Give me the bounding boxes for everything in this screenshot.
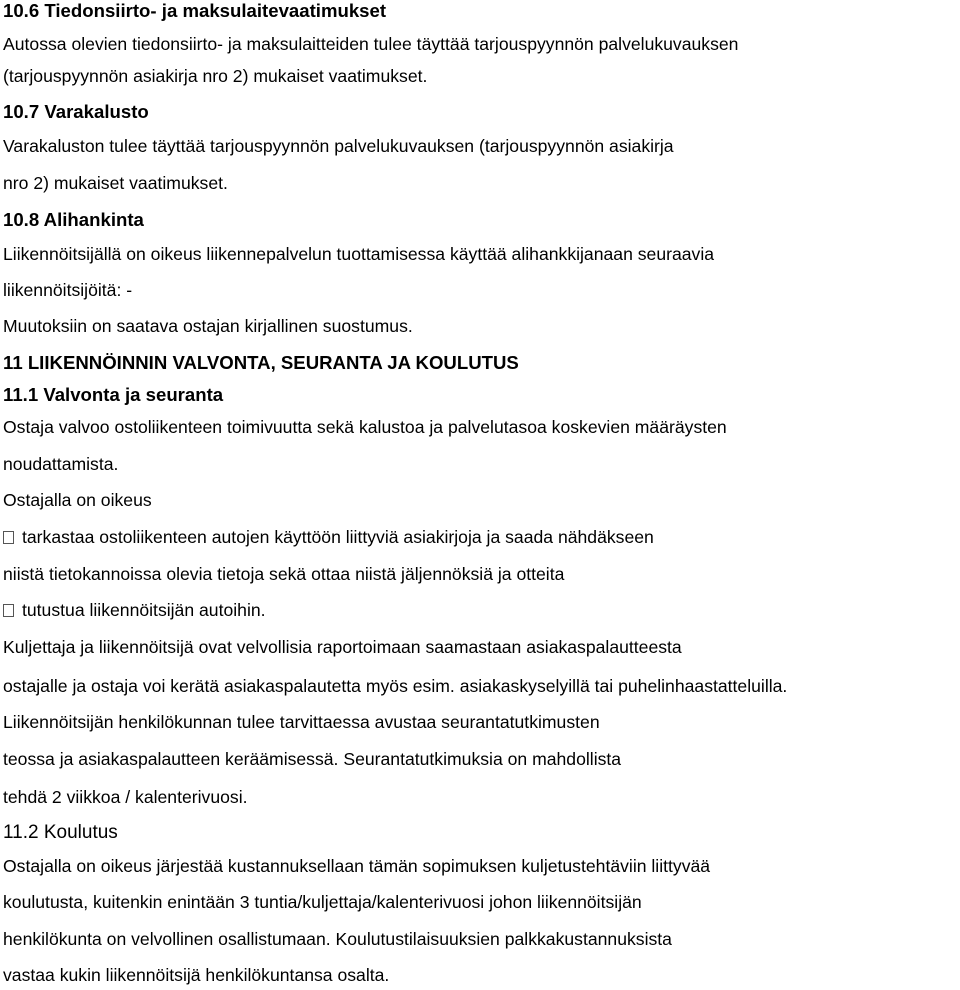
- bullet-text: tutustua liikennöitsijän autoihin.: [22, 600, 266, 620]
- body-line: Liikennöitsijällä on oikeus liikennepalvelun tuottamisessa käyttää alihankkijanaan seuraavia: [3, 244, 715, 264]
- bullet-text: tarkastaa ostoliikenteen autojen käyttöön liittyviä asiakirjoja ja saada nähdäkseen: [22, 527, 654, 547]
- body-line: Ostajalla on oikeus: [3, 490, 152, 510]
- section-10-8-heading: 10.8 Alihankinta: [3, 209, 144, 230]
- bullet-item: [3, 599, 266, 621]
- body-line: Varakaluston tulee täyttää tarjouspyynnön palvelukuvauksen (tarjouspyynnön asiakirja: [3, 136, 674, 156]
- section-11-heading: 11 LIIKENNÖINNIN VALVONTA, SEURANTA JA KOULUTUS: [3, 352, 519, 373]
- body-line: Ostaja valvoo ostoliikenteen toimivuutta sekä kalustoa ja palvelutasoa koskevien määräysten: [3, 417, 727, 437]
- section-11-1-heading: 11.1 Valvonta ja seuranta: [3, 384, 224, 405]
- section-10-7-heading: 10.7 Varakalusto: [3, 101, 149, 122]
- body-line: Liikennöitsijän henkilökunnan tulee tarvittaessa avustaa seurantatutkimusten: [3, 712, 600, 732]
- body-line: Autossa olevien tiedonsiirto- ja maksulaitteiden tulee täyttää tarjouspyynnön palvelukuvauksen: [3, 34, 739, 54]
- body-line: niistä tietokannoissa olevia tietoja sekä ottaa niistä jäljennöksiä ja otteita: [3, 564, 565, 584]
- body-line: ostajalle ja ostaja voi kerätä asiakaspalautetta myös esim. asiakaskyselyillä tai puhelinhaastatteluilla.: [3, 676, 788, 696]
- body-line: vastaa kukin liikennöitsijä henkilökuntansa osalta.: [3, 965, 390, 985]
- body-line: teossa ja asiakaspalautteen keräämisessä. Seurantatutkimuksia on mahdollista: [3, 749, 622, 769]
- body-line: nro 2) mukaiset vaatimukset.: [3, 173, 228, 193]
- body-line: Ostajalla on oikeus järjestää kustannuksellaan tämän sopimuksen kuljetustehtäviin liittyvää: [3, 856, 711, 876]
- body-line: henkilökunta on velvollinen osallistumaan. Koulutustilaisuuksien palkkakustannuksista: [3, 929, 672, 949]
- bullet-box-icon: [3, 604, 14, 617]
- section-10-6-heading: 10.6 Tiedonsiirto- ja maksulaitevaatimukset: [3, 0, 387, 21]
- body-line: Muutoksiin on saatava ostajan kirjallinen suostumus.: [3, 316, 413, 336]
- body-line: Kuljettaja ja liikennöitsijä ovat velvollisia raportoimaan saamastaan asiakaspalautteesta: [3, 637, 682, 657]
- bullet-item: [3, 526, 654, 548]
- body-line: liikennöitsijöitä: -: [3, 280, 133, 300]
- body-line: koulutusta, kuitenkin enintään 3 tuntia/kuljettaja/kalenterivuosi johon liikennöitsijän: [3, 892, 642, 912]
- bullet-box-icon: [3, 531, 14, 544]
- body-line: noudattamista.: [3, 454, 119, 474]
- body-line: tehdä 2 viikkoa / kalenterivuosi.: [3, 787, 248, 807]
- body-line: (tarjouspyynnön asiakirja nro 2) mukaiset vaatimukset.: [3, 66, 428, 86]
- section-11-2-heading: 11.2 Koulutus: [3, 822, 118, 843]
